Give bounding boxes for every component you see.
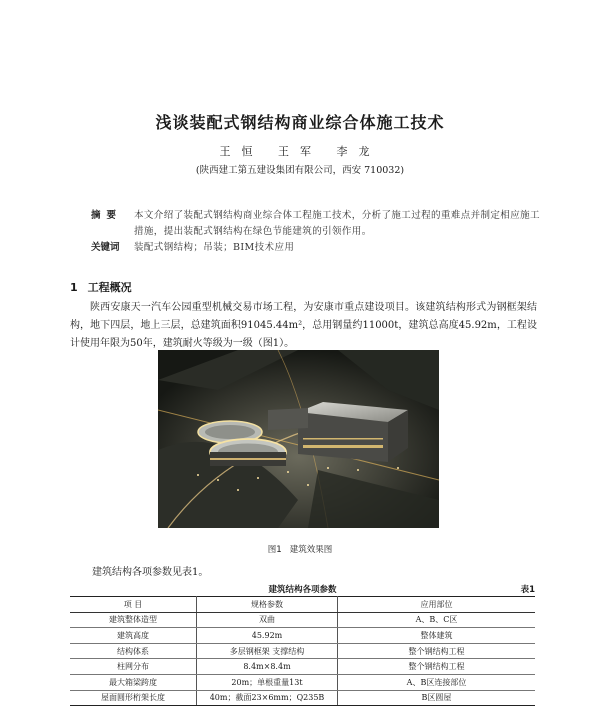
table-cell: 20m；单根重量13t — [197, 674, 338, 690]
table-header-cell: 项 目 — [70, 597, 197, 613]
table-number: 表1 — [520, 585, 535, 595]
table-cell: 多层钢框架 支撑结构 — [197, 643, 338, 659]
table-header-row — [70, 597, 535, 613]
table-row — [70, 612, 535, 628]
table-cell: 建筑整体造型 — [70, 612, 197, 628]
table-cell: 整体建筑 — [338, 628, 536, 644]
paper-authors: 王恒 王军 李龙 — [219, 145, 381, 158]
paper-affiliation: (陕西建工第五建设集团有限公司，西安 710032) — [195, 165, 405, 176]
table-row — [70, 690, 535, 706]
table-cell: 40m；截面23×6mm；Q235B — [197, 690, 338, 706]
table-cell: A、B、C区 — [338, 612, 536, 628]
table-header-cell: 应用部位 — [338, 597, 536, 613]
table-row — [70, 643, 535, 659]
table-cell: 最大箱梁跨度 — [70, 674, 197, 690]
parameters-table — [70, 596, 535, 706]
table-cell: 整个钢结构工程 — [338, 659, 536, 675]
table-cell: 整个钢结构工程 — [338, 643, 536, 659]
section-number: 1 — [70, 281, 78, 294]
table-title: 建筑结构各项参数 — [268, 585, 337, 595]
paper-title: 浅谈装配式钢结构商业综合体施工技术 — [155, 113, 445, 132]
section-title: 工程概况 — [87, 281, 132, 294]
section-heading — [70, 279, 132, 295]
keywords-text: 装配式钢结构；吊装；BIM技术应用 — [134, 242, 295, 253]
table-intro-text: 建筑结构各项参数见表1。 — [92, 567, 209, 578]
figure-caption-text: 建筑效果图 — [289, 545, 333, 555]
table-cell: 45.92m — [197, 628, 338, 644]
table-row — [70, 674, 535, 690]
figure-caption — [0, 543, 600, 555]
abstract-text: 本文介绍了装配式钢结构商业综合体工程施工技术，分析了施工过程的重难点并制定相应施工措施，提出装配式钢结构在绿色节能建筑的引领作用。 — [134, 210, 540, 237]
table-header-cell: 规格参数 — [197, 597, 338, 613]
figure-number: 图1 — [267, 545, 282, 555]
building-render-illustration — [158, 350, 439, 528]
table-cell: 8.4m×8.4m — [197, 659, 338, 675]
table-cell: 建筑高度 — [70, 628, 197, 644]
table-cell: 双曲 — [197, 612, 338, 628]
table-cell: 屋面圆形桁架长度 — [70, 690, 197, 706]
abstract-label: 摘要 — [91, 210, 123, 221]
table-row — [70, 659, 535, 675]
table-cell: B区圆屋 — [338, 690, 536, 706]
table-cell: A、B区连接部位 — [338, 674, 536, 690]
table-row — [70, 628, 535, 644]
building-render-image — [158, 350, 439, 528]
section-paragraph: 陕西安康天一汽车公园重型机械交易市场工程，为安康市重点建设项目。该建筑结构形式为钢框架结构，地下四层，地上三层，总建筑面积91045.44m²，总用钢量约11000t，建筑总高度45.92m，工程设计使用年限为50年，建筑耐火等级为一级（图1）。 — [70, 302, 537, 349]
table-cell: 结构体系 — [70, 643, 197, 659]
table-cell: 柱网分布 — [70, 659, 197, 675]
keywords-label: 关键词 — [91, 242, 120, 253]
